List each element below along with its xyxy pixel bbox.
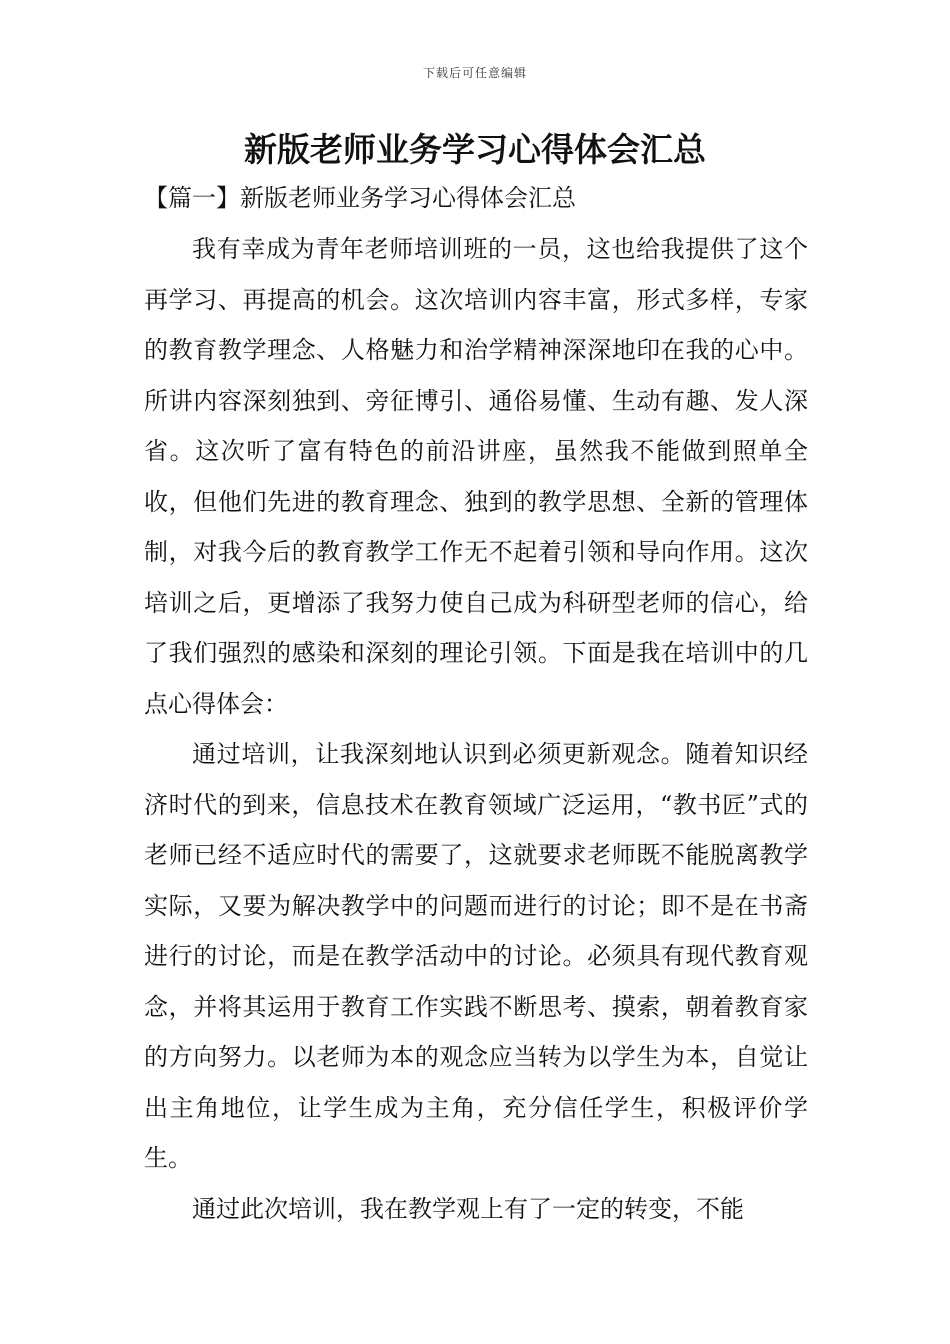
section-heading: 【篇一】新版老师业务学习心得体会汇总 <box>144 184 576 212</box>
page-title: 新版老师业务学习心得体会汇总 <box>244 130 706 169</box>
header-note: 下载后可任意编辑 <box>422 66 527 80</box>
paragraph-3: 通过此次培训，我在教学观上有了一定的转变，不能 <box>192 1194 744 1223</box>
body-text <box>144 224 808 1234</box>
paragraph-1: 我有幸成为青年老师培训班的一员，这也给我提供了这个再学习、再提高的机会。这次培训内容丰富，形式多样，专家的教育教学理念、人格魅力和治学精神深深地印在我的心中。所讲内容深刻独到、旁征博引、通俗易懂、生动有趣、发人深省。这次听了富有特色的前沿讲座，虽然我不能做到照单全收，但他们先进的教育理念、独到的教学思想、全新的管理体制，对我今后的教育教学工作无不起着引领和导向作用。这次培训之后，更增添了我努力使自己成为科研型老师的信心，给了我们强烈的感染和深刻的理论引领。下面是我在培训中的几点心得体会： <box>144 235 808 718</box>
paragraph-2: 通过培训，让我深刻地认识到必须更新观念。随着知识经济时代的到来，信息技术在教育领域广泛运用，“教书匠”式的老师已经不适应时代的需要了，这就要求老师既不能脱离教学实际，又要为解决教学中的问题而进行的讨论；即不是在书斋进行的讨论，而是在教学活动中的讨论。必须具有现代教育观念，并将其运用于教育工作实践不断思考、摸索，朝着教育家的方向努力。以老师为本的观念应当转为以学生为本，自觉让出主角地位，让学生成为主角，充分信任学生，积极评价学生。 <box>144 740 808 1172</box>
